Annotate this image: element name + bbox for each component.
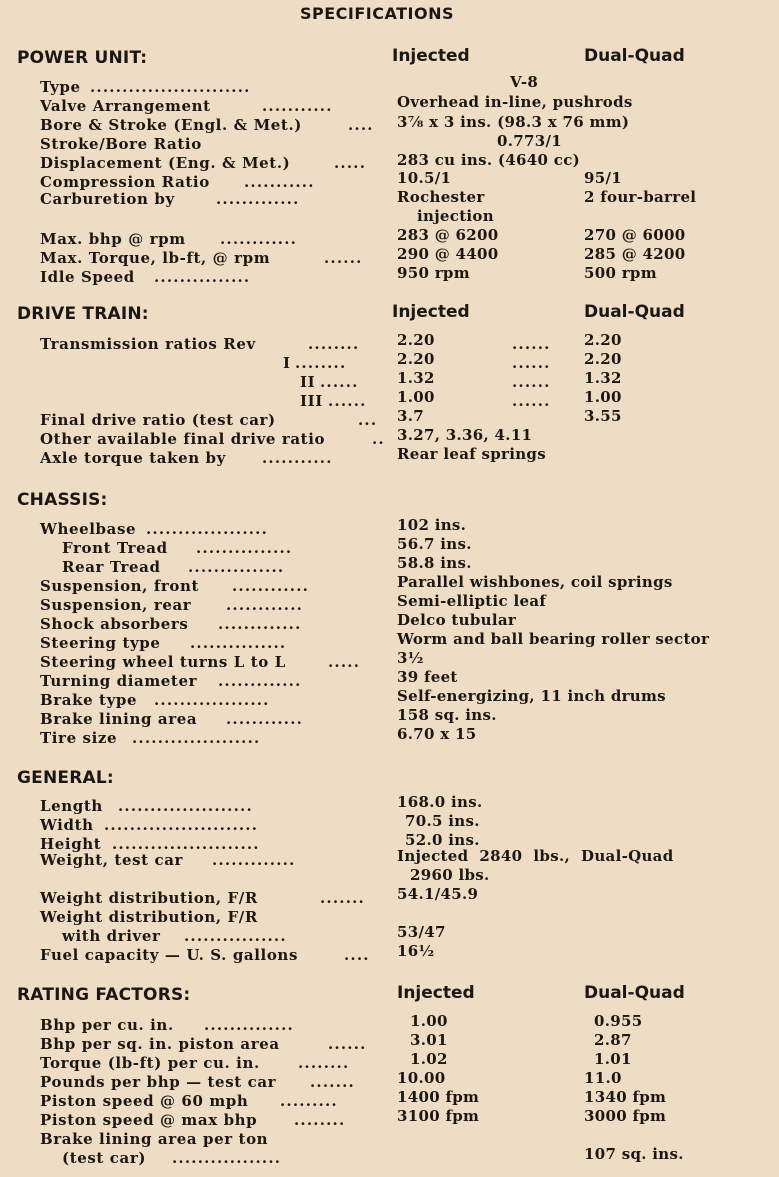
- spec-value-dual-quad: 1.01: [594, 1050, 632, 1068]
- spec-value: 3½: [397, 649, 424, 667]
- leader-dots: ...............: [196, 539, 293, 557]
- leader-dots: ...................: [146, 520, 269, 538]
- spec-value: Rear leaf springs: [397, 445, 546, 463]
- leader-dots: ..............: [204, 1016, 294, 1034]
- section-heading-chassis: CHASSIS:: [17, 490, 108, 510]
- spec-label: Displacement (Eng. & Met.): [40, 154, 291, 172]
- spec-value-injected: 1.02: [410, 1050, 448, 1068]
- spec-value: 283 cu ins. (4640 cc): [397, 151, 581, 169]
- spec-label: Height: [40, 835, 102, 853]
- spec-value-dual-quad: 2.20: [584, 331, 622, 349]
- leader-dots: .............: [218, 615, 302, 633]
- spec-value: 39 feet: [397, 668, 458, 686]
- spec-value-injected: 3.01: [410, 1031, 448, 1049]
- spec-label: Turning diameter: [40, 672, 198, 690]
- spec-label: Length: [40, 797, 103, 815]
- leader-dots: .................: [172, 1149, 282, 1167]
- leader-dots: ............: [232, 577, 310, 595]
- spec-label: Compression Ratio: [40, 173, 210, 191]
- leader-dots: ......: [512, 392, 551, 410]
- leader-dots: ......: [512, 335, 551, 353]
- leader-dots: .....: [328, 653, 361, 671]
- section-heading-power-unit: POWER UNIT:: [17, 48, 148, 68]
- spec-label: Tire size: [40, 729, 118, 747]
- leader-dots: ...: [358, 411, 378, 429]
- leader-dots: ......: [512, 373, 551, 391]
- spec-value-dual-quad: 1340 fpm: [584, 1088, 667, 1106]
- leader-dots: .............: [218, 672, 302, 690]
- spec-label: Front Tread: [62, 539, 168, 557]
- spec-value-injected: 1.00: [410, 1012, 448, 1030]
- leader-dots: .......: [310, 1073, 355, 1091]
- spec-value-injected: 2.20: [397, 350, 435, 368]
- column-header-dual-quad: Dual-Quad: [584, 46, 685, 66]
- leader-dots: .........................: [90, 78, 251, 96]
- spec-label: Max. Torque, lb-ft, @ rpm: [40, 249, 271, 267]
- spec-value-injected: 10.5/1: [397, 169, 452, 187]
- leader-dots: .........: [280, 1092, 338, 1110]
- spec-value-injected: 10.00: [397, 1069, 446, 1087]
- spec-value: 16½: [397, 942, 435, 960]
- leader-dots: ........: [308, 335, 360, 353]
- leader-dots: ......: [328, 392, 367, 410]
- spec-label: Carburetion by: [40, 190, 175, 208]
- spec-label: Piston speed @ max bhp: [40, 1111, 258, 1129]
- spec-value: 70.5 ins.: [405, 812, 480, 830]
- leader-dots: ............: [226, 710, 304, 728]
- leader-dots: ...............: [190, 634, 287, 652]
- spec-value: Worm and ball bearing roller sector: [397, 630, 710, 648]
- spec-label: Brake type: [40, 691, 138, 709]
- column-header-dual-quad: Dual-Quad: [584, 302, 685, 322]
- spec-value: 3⅞ x 3 ins. (98.3 x 76 mm): [397, 113, 630, 131]
- spec-value-dual-quad: 2.20: [584, 350, 622, 368]
- spec-label: Weight distribution, F/R: [40, 889, 258, 907]
- leader-dots: ......: [320, 373, 359, 391]
- leader-dots: ......: [512, 354, 551, 372]
- spec-value: Semi-elliptic leaf: [397, 592, 547, 610]
- spec-value-dual-quad: 107 sq. ins.: [584, 1145, 684, 1163]
- spec-value-injected: 283 @ 6200: [397, 226, 499, 244]
- spec-value: 3.27, 3.36, 4.11: [397, 426, 533, 444]
- leader-dots: ...........: [244, 173, 315, 191]
- section-heading-rating-factors: RATING FACTORS:: [17, 985, 191, 1005]
- spec-label: Axle torque taken by: [40, 449, 226, 467]
- spec-label: Valve Arrangement: [40, 97, 211, 115]
- spec-label: Brake lining area per ton: [40, 1130, 269, 1148]
- spec-value-dual-quad: 1.32: [584, 369, 622, 387]
- spec-value-injected: 3100 fpm: [397, 1107, 480, 1125]
- spec-value-injected: 1.32: [397, 369, 435, 387]
- spec-label: Bhp per sq. in. piston area: [40, 1035, 280, 1053]
- leader-dots: ...........: [262, 97, 333, 115]
- leader-dots: .............: [216, 190, 300, 208]
- spec-label: Transmission ratios Rev: [40, 335, 256, 353]
- section-heading-drive-train: DRIVE TRAIN:: [17, 304, 149, 324]
- spec-label: Weight, test car: [40, 851, 184, 869]
- gear-label: II: [300, 373, 316, 391]
- leader-dots: ............: [226, 596, 304, 614]
- spec-value-dual-quad: 3.55: [584, 407, 622, 425]
- spec-value-injected: Rochester: [397, 188, 485, 206]
- spec-value: V-8: [510, 73, 539, 91]
- leader-dots: ............: [220, 230, 298, 248]
- spec-value-injected: 290 @ 4400: [397, 245, 499, 263]
- spec-value-injected: 2.20: [397, 331, 435, 349]
- spec-label: Torque (lb-ft) per cu. in.: [40, 1054, 260, 1072]
- column-header-injected: Injected: [392, 302, 470, 322]
- spec-label: Max. bhp @ rpm: [40, 230, 186, 248]
- spec-label: Suspension, front: [40, 577, 200, 595]
- spec-value: 54.1/45.9: [397, 885, 479, 903]
- spec-label: Shock absorbers: [40, 615, 189, 633]
- spec-value-dual-quad: 11.0: [584, 1069, 622, 1087]
- spec-value-dual-quad: 0.955: [594, 1012, 643, 1030]
- spec-label: Weight distribution, F/R: [40, 908, 258, 926]
- leader-dots: ......: [328, 1035, 367, 1053]
- spec-value: Self-energizing, 11 inch drums: [397, 687, 666, 705]
- spec-label: Type: [40, 78, 81, 96]
- spec-label: Stroke/Bore Ratio: [40, 135, 202, 153]
- leader-dots: ....: [348, 116, 374, 134]
- spec-label: Wheelbase: [40, 520, 137, 538]
- spec-label: with driver: [62, 927, 161, 945]
- leader-dots: ...............: [154, 268, 251, 286]
- spec-label: Idle Speed: [40, 268, 135, 286]
- spec-value-dual-quad: 1.00: [584, 388, 622, 406]
- spec-value: 102 ins.: [397, 516, 467, 534]
- page-title: SPECIFICATIONS: [300, 4, 455, 23]
- spec-value-injected: 950 rpm: [397, 264, 470, 282]
- leader-dots: ..................: [154, 691, 270, 709]
- spec-value: Overhead in-line, pushrods: [397, 93, 633, 111]
- spec-value: Delco tubular: [397, 611, 517, 629]
- spec-label: (test car): [62, 1149, 147, 1167]
- spec-label: Steering type: [40, 634, 161, 652]
- column-header-dual-quad: Dual-Quad: [584, 983, 685, 1003]
- spec-value: Parallel wishbones, coil springs: [397, 573, 673, 591]
- spec-value: Injected 2840 lbs., Dual-Quad: [397, 847, 674, 865]
- leader-dots: ....: [344, 946, 370, 964]
- spec-value: 2960 lbs.: [410, 866, 490, 884]
- spec-value-injected: injection: [417, 207, 494, 225]
- spec-value: 52.0 ins.: [405, 831, 480, 849]
- spec-value: 6.70 x 15: [397, 725, 477, 743]
- leader-dots: ...............: [188, 558, 285, 576]
- leader-dots: ..: [372, 430, 385, 448]
- spec-label: Brake lining area: [40, 710, 198, 728]
- leader-dots: ....................: [132, 729, 261, 747]
- spec-label: Width: [40, 816, 94, 834]
- leader-dots: ........: [298, 1054, 350, 1072]
- spec-value-dual-quad: 2.87: [594, 1031, 632, 1049]
- spec-label: Rear Tread: [62, 558, 161, 576]
- spec-value-dual-quad: 500 rpm: [584, 264, 657, 282]
- leader-dots: .......: [320, 889, 365, 907]
- spec-label: Piston speed @ 60 mph: [40, 1092, 249, 1110]
- leader-dots: ........: [295, 354, 347, 372]
- gear-label: I: [283, 354, 291, 372]
- spec-value: 56.7 ins.: [397, 535, 472, 553]
- leader-dots: ......: [324, 249, 363, 267]
- spec-value-injected: 1400 fpm: [397, 1088, 480, 1106]
- spec-value: 53/47: [397, 923, 446, 941]
- spec-value-dual-quad: 285 @ 4200: [584, 245, 686, 263]
- leader-dots: ........................: [104, 816, 259, 834]
- spec-value-injected: 3.7: [397, 407, 424, 425]
- spec-label: Pounds per bhp — test car: [40, 1073, 277, 1091]
- spec-label: Bhp per cu. in.: [40, 1016, 174, 1034]
- spec-value: 158 sq. ins.: [397, 706, 497, 724]
- spec-value: 58.8 ins.: [397, 554, 472, 572]
- spec-label: Suspension, rear: [40, 596, 192, 614]
- column-header-injected: Injected: [397, 983, 475, 1003]
- leader-dots: ...........: [262, 449, 333, 467]
- section-heading-general: GENERAL:: [17, 768, 114, 788]
- spec-value-injected: 1.00: [397, 388, 435, 406]
- spec-label: Steering wheel turns L to L: [40, 653, 286, 671]
- spec-value: 168.0 ins.: [397, 793, 483, 811]
- leader-dots: .....................: [118, 797, 253, 815]
- spec-label: Other available final drive ratio: [40, 430, 326, 448]
- column-header-injected: Injected: [392, 46, 470, 66]
- gear-label: III: [300, 392, 323, 410]
- leader-dots: ................: [184, 927, 287, 945]
- leader-dots: .....: [334, 154, 367, 172]
- spec-label: Fuel capacity — U. S. gallons: [40, 946, 298, 964]
- leader-dots: .............: [212, 851, 296, 869]
- spec-label: Final drive ratio (test car): [40, 411, 276, 429]
- spec-value-dual-quad: 2 four-barrel: [584, 188, 697, 206]
- leader-dots: ........: [294, 1111, 346, 1129]
- spec-value-dual-quad: 95/1: [584, 169, 622, 187]
- spec-value-dual-quad: 3000 fpm: [584, 1107, 667, 1125]
- leader-dots: .......................: [112, 835, 260, 853]
- spec-value: 0.773/1: [497, 132, 562, 150]
- spec-label: Bore & Stroke (Engl. & Met.): [40, 116, 302, 134]
- spec-value-dual-quad: 270 @ 6000: [584, 226, 686, 244]
